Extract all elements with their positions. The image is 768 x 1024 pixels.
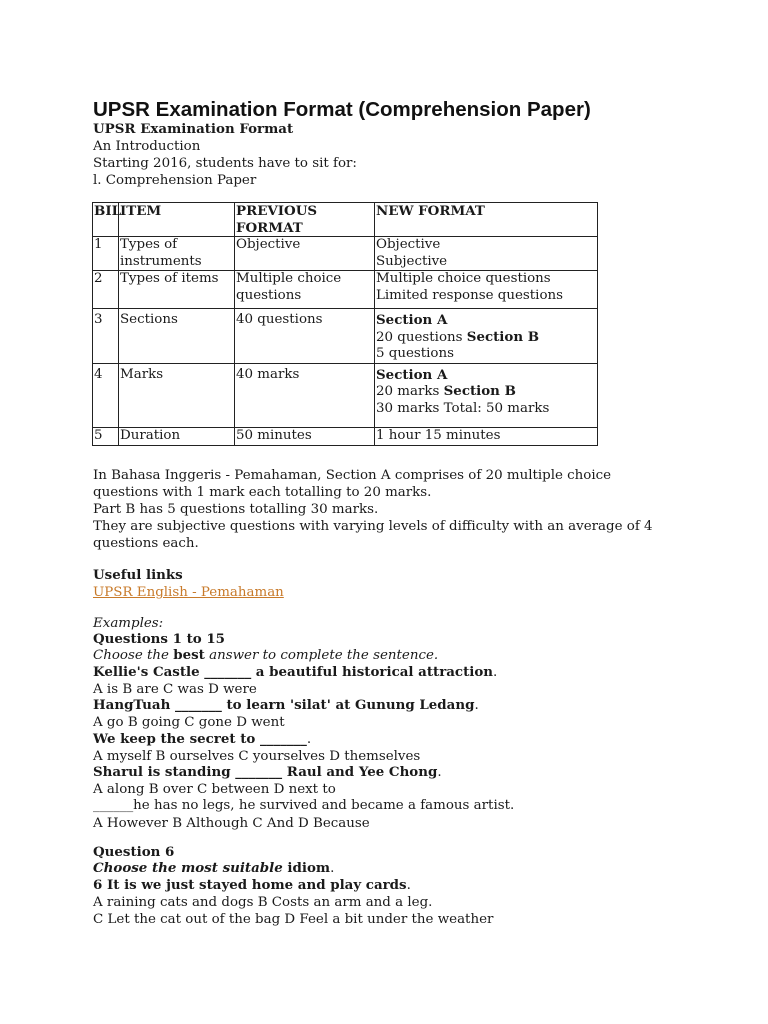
instruction-line [93,860,334,877]
instruction-emphasis: Choose the most suitable [93,860,283,876]
cell-new [375,363,598,427]
cell-new-line: 30 marks Total: 50 marks [376,400,550,416]
cell-new-line: Multiple choice questions [376,271,551,286]
question-text: Kellie's Castle _______ a beautiful historical attraction [93,664,494,680]
cell-bil: 5 [93,427,119,445]
cell-bil: 2 [93,271,119,309]
paragraph-line: In Bahasa Inggeris - Pemahaman, Section A comprises of 20 multiple choice [93,468,612,483]
question-text: 6 It is we just stayed home and play cards [93,877,407,893]
answer-options: A myself B ourselves C yourselves D themselves [93,749,421,764]
useful-links-heading: Useful links [93,567,183,583]
cell-item: Types of instruments [119,237,235,271]
question-line [93,697,479,714]
question-line: ______he has no legs, he survived and became a famous artist. [93,798,515,813]
question-line [93,731,311,748]
question-dot: . [493,665,498,680]
answer-options: A go B going C gone D went [93,715,285,730]
instruction-line [93,647,438,664]
table-row [93,363,598,427]
paragraph-line: They are subjective questions with varying levels of difficulty with an average of 4 [93,519,653,534]
cell-new-line: Objective [376,237,441,252]
question-line [93,664,497,681]
header-new-format: NEW FORMAT [375,203,598,237]
answer-options: C Let the cat out of the bag D Feel a bit under the weather [93,912,494,927]
intro-line-2: Starting 2016, students have to sit for: [93,156,357,171]
header-item: ITEM [119,203,235,237]
cell-new [375,237,598,271]
cell-bil: 3 [93,309,119,364]
answer-options: A along B over C between D next to [93,782,336,797]
cell-new-line: 5 questions [376,346,454,361]
paragraph-line: questions each. [93,536,199,551]
cell-new-bold: Section B [443,383,516,399]
question-line [93,877,411,894]
question-dot: . [474,698,479,713]
answer-options: A is B are C was D were [93,682,257,697]
cell-new-line: Subjective [376,253,448,269]
question-dot: . [406,878,411,893]
question-line [93,764,442,781]
table-header-row [93,203,598,237]
question-text: We keep the secret to _______ [93,731,307,747]
cell-new [375,309,598,364]
cell-new-line: Section A [376,366,448,383]
table-row [93,271,598,309]
cell-previous: 40 questions [235,309,375,364]
question-dot: . [306,732,312,747]
instruction-text: answer to complete the sentence. [204,648,439,663]
cell-new-bold: Section B [466,328,540,345]
cell-new-line: Section A [376,312,448,328]
instruction-text: Choose the [93,648,174,663]
question-text: Sharul is standing _______ Raul and Yee Chong [93,764,438,780]
cell-previous: Multiple choice questions [235,271,375,309]
question-text: HangTuah _______ to learn 'silat' at Gunung Ledang [93,697,475,713]
table-row [93,427,598,445]
cell-previous: Objective [235,237,375,271]
cell-new [375,271,598,309]
cell-previous: 40 marks [235,363,375,427]
format-table [92,202,598,446]
cell-new-text: 20 questions [376,329,467,345]
questions-1-15-heading: Questions 1 to 15 [93,631,225,647]
question-dot: . [437,765,442,780]
page-title: UPSR Examination Format (Comprehension Paper) [93,98,591,121]
answer-options: A raining cats and dogs B Costs an arm and a leg. [93,895,433,910]
cell-new-text: 20 marks [376,384,444,399]
cell-item: Sections [119,309,235,364]
table-row [93,309,598,364]
subtitle: UPSR Examination Format [93,121,294,137]
answer-options: A However B Although C And D Because [93,816,370,831]
pemahaman-link[interactable]: UPSR English - Pemahaman [93,585,284,600]
instruction-text: idiom [282,860,331,876]
paragraph-line: questions with 1 mark each totalling to 20 marks. [93,485,432,500]
cell-item: Types of items [119,271,235,309]
examples-label: Examples: [93,616,164,631]
instruction-emphasis: best [173,647,205,663]
cell-bil: 4 [93,363,119,427]
intro-line-3: l. Comprehension Paper [93,173,257,188]
cell-new-line: Limited response questions [376,287,564,303]
cell-item: Marks [119,363,235,427]
table-row [93,237,598,271]
cell-new-line [376,329,596,347]
cell-bil: 1 [93,237,119,271]
cell-new-line [376,383,596,401]
cell-new: 1 hour 15 minutes [375,427,598,445]
cell-item: Duration [119,427,235,445]
paragraph-line: Part B has 5 questions totalling 30 marks. [93,502,379,517]
header-previous-format: PREVIOUS FORMAT [235,203,375,237]
cell-previous: 50 minutes [235,427,375,445]
intro-line-1: An Introduction [93,139,201,154]
question-6-heading: Question 6 [93,844,175,860]
instruction-dot: . [330,861,335,876]
header-bil: BIL [93,203,119,237]
